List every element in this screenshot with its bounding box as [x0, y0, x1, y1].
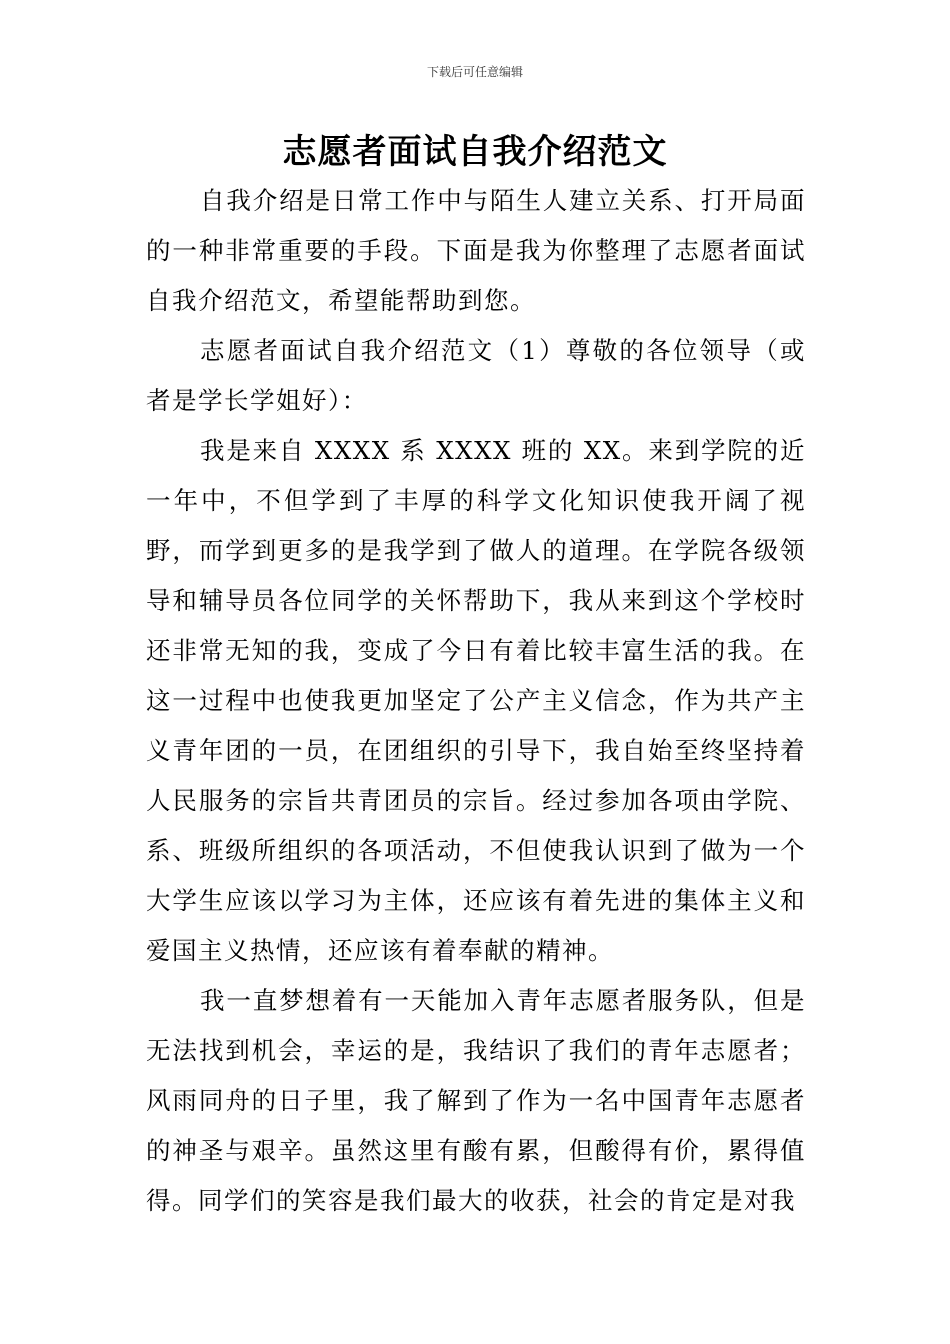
paragraph-self-description: 我是来自 XXXX 系 XXXX 班的 XX。来到学院的近一年中，不但学到了丰厚的科学文化知识使我开阔了视野，而学到更多的是我学到了做人的道理。在学院各级领导和辅导员各位同学的关怀帮助下，我从来到这个学校时还非常无知的我，变成了今日有着比较丰富生活的我。在这一过程中也使我更加坚定了公产主义信念，作为共产主义青年团的一员，在团组织的引导下，我自始至终坚持着人民服务的宗旨共青团员的宗旨。经过参加各项由学院、系、班级所组织的各项活动，不但使我认识到了做为一个大学生应该以学习为主体，还应该有着先进的集体主义和爱国主义热情，还应该有着奉献的精神。 [146, 436, 806, 965]
document-title: 志愿者面试自我介绍范文 [282, 132, 668, 172]
document-body [146, 176, 806, 1226]
paragraph-salutation: 志愿者面试自我介绍范文（1）尊敬的各位领导（或者是学长学姐好）： [146, 336, 806, 415]
paragraph-intro: 自我介绍是日常工作中与陌生人建立关系、打开局面的一种非常重要的手段。下面是我为你整理了志愿者面试自我介绍范文，希望能帮助到您。 [146, 186, 806, 315]
paragraph-volunteer-dream: 我一直梦想着有一天能加入青年志愿者服务队，但是无法找到机会，幸运的是，我结识了我们的青年志愿者；风雨同舟的日子里，我了解到了作为一名中国青年志愿者的神圣与艰辛。虽然这里有酸有累，但酸得有价，累得值得。同学们的笑容是我们最大的收获，社会的肯定是对我 [146, 986, 806, 1215]
page-header-note: 下载后可任意编辑 [426, 65, 523, 79]
